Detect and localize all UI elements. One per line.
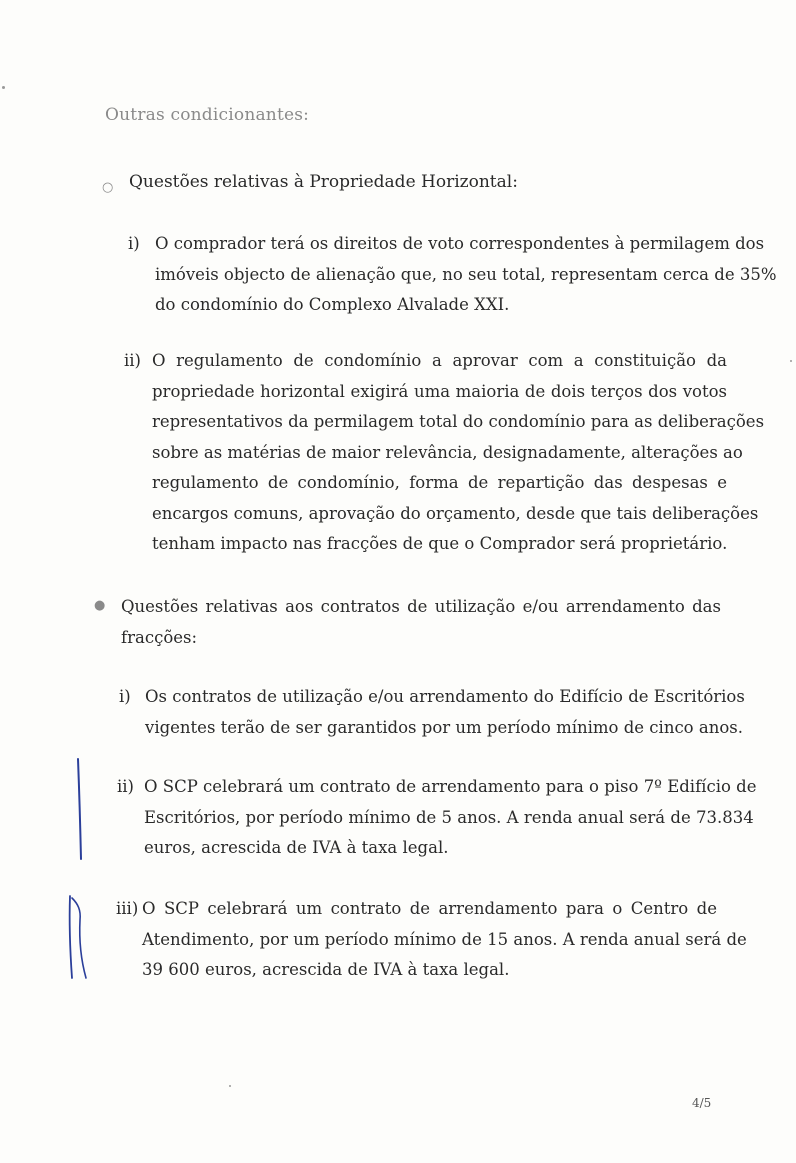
section1-item-1 — [128, 229, 777, 321]
section2-item-1 — [119, 682, 745, 743]
text-line: Os contratos de utilização e/ou arrendamento do Edifício de Escritórios — [145, 687, 745, 706]
text-line: Atendimento, por um período mínimo de 15 anos. A renda anual será de — [142, 929, 747, 949]
text-line: tenham impacto nas fracções de que o Comprador será proprietário. — [152, 534, 728, 553]
section2-item-3 — [116, 894, 747, 986]
bullet-icon: ○ — [102, 180, 114, 195]
text-line: vigentes terão de ser garantidos por um período mínimo de cinco anos. — [145, 717, 743, 737]
item-number: i) — [119, 687, 131, 706]
pen-mark-icon — [62, 890, 92, 985]
text-line: Questões relativas aos contratos de utilização e/ou arrendamento das — [121, 597, 721, 616]
item-number: ii) — [124, 351, 141, 370]
text-line: fracções: — [121, 627, 198, 647]
item-number: ii) — [117, 777, 134, 796]
section2-item-2 — [117, 772, 757, 864]
item-number: i) — [128, 234, 140, 253]
text-line: Escritórios, por período mínimo de 5 anos. A renda anual será de 73.834 — [144, 807, 754, 827]
text-line: euros, acrescida de IVA à taxa legal. — [144, 838, 449, 857]
scan-speck — [2, 86, 5, 89]
pen-mark-icon — [70, 755, 90, 865]
item-number: iii) — [116, 899, 139, 918]
section1-title: Questões relativas à Propriedade Horizontal: — [129, 172, 518, 192]
section1-item-2 — [124, 346, 765, 560]
text-line: encargos comuns, aprovação do orçamento, desde que tais deliberações — [152, 503, 759, 523]
text-line: regulamento de condomínio, forma de repartição das despesas e — [152, 473, 727, 492]
section2-title — [121, 592, 721, 653]
text-line: O regulamento de condomínio a aprovar com a constituição da — [152, 351, 727, 370]
text-line: O SCP celebrará um contrato de arrendamento para o piso 7º Edifício de — [144, 777, 757, 796]
scan-speck — [229, 1085, 231, 1087]
text-line: O SCP celebrará um contrato de arrendamento para o Centro de — [142, 899, 717, 918]
text-line: imóveis objecto de alienação que, no seu total, representam cerca de 35% — [155, 264, 777, 284]
text-line: sobre as matérias de maior relevância, designadamente, alterações ao — [152, 442, 743, 462]
section-heading: Outras condicionantes: — [105, 105, 310, 125]
bullet-icon: ● — [94, 598, 106, 613]
text-line: O comprador terá os direitos de voto correspondentes à permilagem dos — [155, 234, 765, 253]
text-line: propriedade horizontal exigirá uma maioria de dois terços dos votos — [152, 381, 727, 401]
text-line: representativos da permilagem total do condomínio para as deliberações — [152, 412, 765, 431]
scan-speck — [790, 360, 792, 362]
text-line: 39 600 euros, acrescida de IVA à taxa legal. — [142, 960, 510, 979]
page-number: 4/5 — [692, 1096, 712, 1110]
text-line: do condomínio do Complexo Alvalade XXI. — [155, 295, 510, 314]
